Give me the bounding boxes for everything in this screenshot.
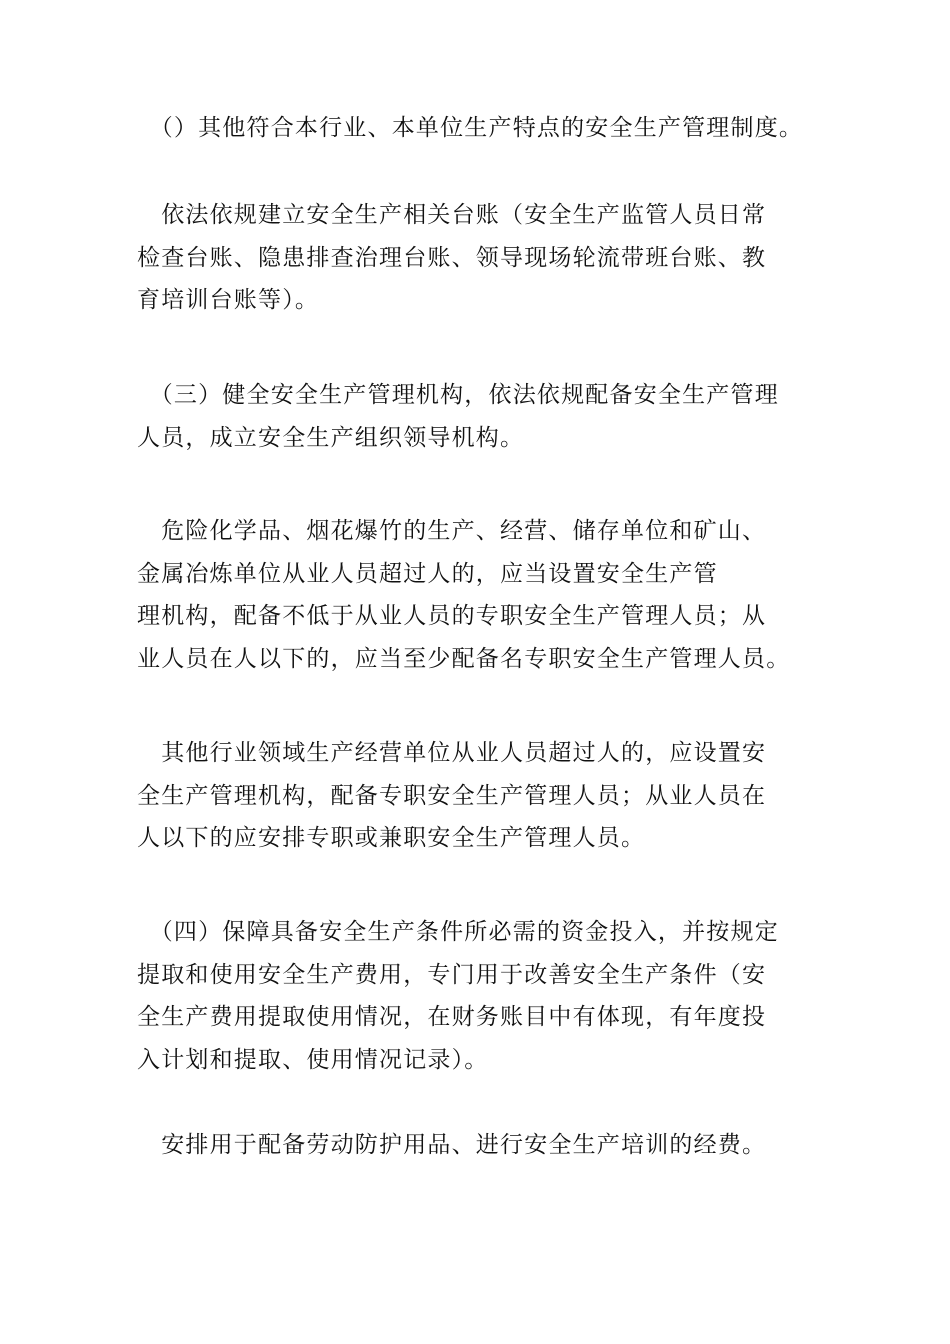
text-line: 理机构，配备不低于从业人员的专职安全生产管理人员；从 (137, 603, 767, 629)
text-line: 安排用于配备劳动防护用品、进行安全生产培训的经费。 (137, 1132, 767, 1158)
paragraph-training-funds (137, 1124, 827, 1167)
text-line: （）其他符合本行业、本单位生产特点的安全生产管理制度。 (137, 115, 804, 141)
paragraph-other-systems (137, 107, 827, 150)
paragraph-other-industries (137, 732, 827, 860)
text-line: 依法依规建立安全生产相关台账（安全生产监管人员日常 (137, 202, 767, 228)
text-line: 入计划和提取、使用情况记录）。 (137, 1046, 489, 1073)
text-line: 人以下的应安排专职或兼职安全生产管理人员。 (137, 825, 646, 851)
paragraph-ledgers (137, 194, 827, 322)
text-line: 检查台账、隐患排查治理台账、领导现场轮流带班台账、教 (137, 244, 767, 271)
text-line: 提取和使用安全生产费用，专门用于改善安全生产条件（安 (137, 961, 767, 988)
text-line: （四）保障具备安全生产条件所必需的资金投入，并按规定 (137, 919, 779, 945)
text-line: 全生产费用提取使用情况，在财务账目中有体现，有年度投 (137, 1004, 767, 1030)
text-line: 人员，成立安全生产组织领导机构。 (137, 424, 525, 451)
paragraph-section-four (137, 911, 827, 1081)
text-line: 金属冶炼单位从业人员超过人的，应当设置安全生产管 (137, 560, 718, 587)
text-line: 全生产管理机构，配备专职安全生产管理人员；从业人员在 (137, 782, 767, 809)
text-line: 育培训台账等）。 (137, 287, 320, 313)
text-line: （三）健全安全生产管理机构，依法依规配备安全生产管理 (137, 382, 779, 408)
paragraph-hazardous-units (137, 510, 827, 680)
text-line: 业人员在人以下的，应当至少配备名专职安全生产管理人员。 (137, 645, 791, 672)
text-line: 其他行业领域生产经营单位从业人员超过人的，应设置安 (137, 740, 767, 766)
text-line: 危险化学品、烟花爆竹的生产、经营、储存单位和矿山、 (137, 518, 767, 544)
paragraph-section-three (137, 374, 827, 459)
